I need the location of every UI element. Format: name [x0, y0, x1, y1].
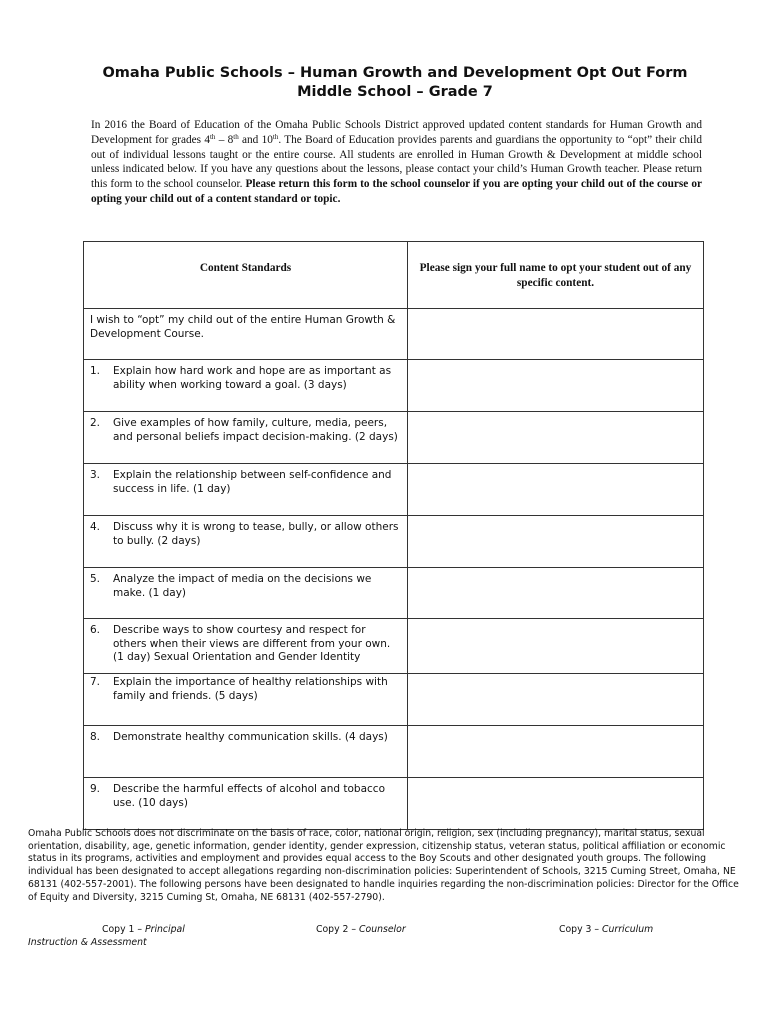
table-row — [84, 674, 704, 726]
intro-sup-2: th — [233, 132, 239, 141]
table-row — [84, 464, 704, 516]
entire-course-label: I wish to “opt” my child out of the entire Human Growth & Development Course. — [84, 309, 408, 360]
table-row — [84, 726, 704, 778]
title-line-1: Omaha Public Schools – Human Growth and Development Opt Out Form — [102, 65, 688, 81]
table-row — [84, 619, 704, 674]
copy-1: Copy 1 – Principal Instruction & Assessment — [28, 924, 185, 949]
standard-item-6: 6. Describe ways to show courtesy and respect for others when their views are different from your own. (1 day) Sexual Orientation and Gender Identity — [90, 624, 391, 664]
table-row — [84, 568, 704, 619]
table-row — [84, 309, 704, 360]
table-row — [84, 516, 704, 568]
standard-item-7: 7. Explain the importance of healthy relationships with family and friends. (5 days) — [90, 676, 388, 702]
non-discrimination-notice: Omaha Public Schools does not discriminate on the basis of race, color, national origin, religion, sex (including pregnancy), marital status, sexual orientation, disability, age, genetic information, gender identity, gender expression, citizenship status, veteran status, political affiliation or economic status in its programs, activities and employment and provides equal access to the Boy Scouts and other designated youth groups. The following individual has been designated to accept allegations regarding non-discrimination policies: Superintendent of Schools, 3215 Cuming Street, Omaha, NE 68131 (402-557-2001). The following persons have been designated to handle inquiries regarding the non-discrimination policies: Director for the Office of Equity and Diversity, 3215 Cuming St, Omaha, NE 68131 (402-557-2790). — [28, 828, 739, 903]
signature-field-4[interactable] — [408, 516, 704, 568]
table-row — [84, 778, 704, 830]
signature-field-1[interactable] — [408, 360, 704, 412]
content-standards-table — [83, 241, 704, 830]
intro-text-1: In 2016 the Board of Education of the Omaha Public Schools District approved updated content standards for Human Growth and Development for grades 4 — [91, 119, 702, 146]
intro-bold-instruction: Please return this form to the school counselor if you are opting your child out of the course or opting your child out of a content standard or topic. — [91, 178, 702, 205]
intro-sup-1: th — [209, 132, 216, 141]
signature-field-9[interactable] — [408, 778, 704, 830]
intro-text-3: and 10 — [238, 133, 273, 146]
table-row — [84, 412, 704, 464]
intro-sup-3: th — [272, 132, 279, 141]
signature-field-5[interactable] — [408, 568, 704, 619]
table-row — [84, 360, 704, 412]
signature-field-8[interactable] — [408, 726, 704, 778]
table-header-row — [84, 242, 704, 309]
standard-item-3: 3. Explain the relationship between self-confidence and success in life. (1 day) — [90, 469, 392, 495]
standard-item-5: 5. Analyze the impact of media on the decisions we make. (1 day) — [90, 573, 372, 599]
signature-field-2[interactable] — [408, 412, 704, 464]
intro-text-4: . The Board of Education provides parents and guardians the opportunity to “opt” their child out of individual lessons taught or the entire course. All students are enrolled in Human Growth & Development at middle school unless indicated below. If you have any questions about the lessons, please contact your child’s Human Growth teacher. Please return this form to the school counselor. — [91, 133, 702, 191]
copy-3: Copy 3 – Curriculum — [559, 924, 654, 935]
signature-field-7[interactable] — [408, 674, 704, 726]
header-signature: Please sign your full name to opt your student out of any specific content. — [408, 242, 704, 309]
copy-2: Copy 2 – Counselor — [316, 924, 406, 935]
standard-item-1: 1. Explain how hard work and hope are as important as ability when working toward a goal. (3 days) — [90, 365, 392, 391]
standard-item-2: 2. Give examples of how family, culture, media, peers, and personal beliefs impact decision-making. (2 days) — [90, 417, 398, 443]
header-content-standards: Content Standards — [84, 242, 408, 309]
standard-item-8: 8. Demonstrate healthy communication skills. (4 days) — [90, 731, 388, 743]
signature-field-3[interactable] — [408, 464, 704, 516]
title-line-2: Middle School – Grade 7 — [297, 84, 493, 100]
form-title — [0, 64, 770, 102]
standard-item-9: 9. Describe the harmful effects of alcohol and tobacco use. (10 days) — [90, 783, 386, 809]
signature-field-6[interactable] — [408, 619, 704, 674]
standard-item-4: 4. Discuss why it is wrong to tease, bully, or allow others to bully. (2 days) — [90, 521, 399, 547]
signature-field-entire-course[interactable] — [408, 309, 704, 360]
intro-paragraph — [91, 118, 702, 207]
intro-text-2: – 8 — [215, 133, 234, 146]
